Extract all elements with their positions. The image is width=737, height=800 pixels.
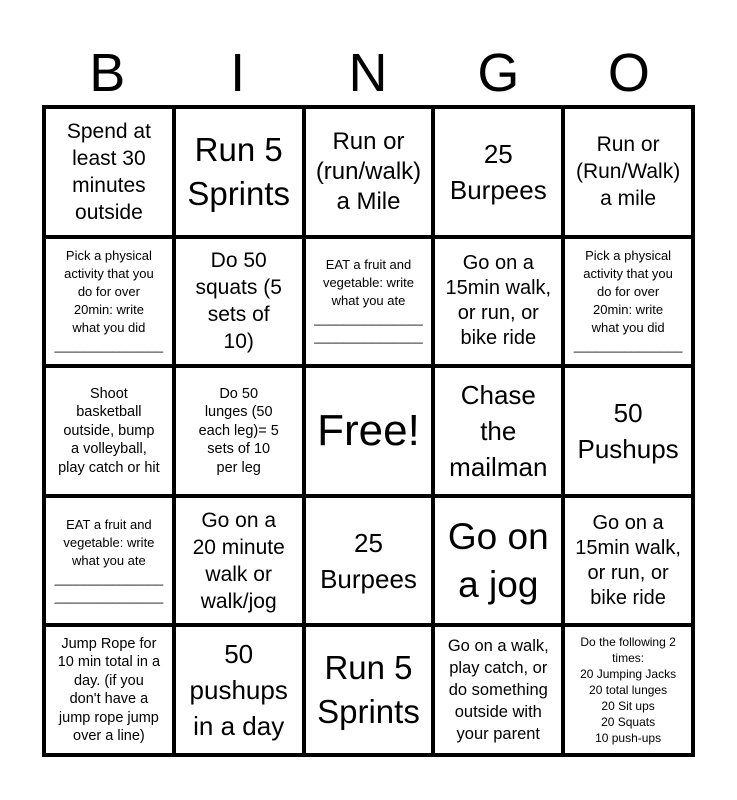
bingo-cell[interactable] bbox=[44, 366, 174, 496]
cell-text: EAT a fruit and vegetable: write what you ate _______________ _______________ bbox=[54, 516, 164, 604]
header-letter-i: I bbox=[230, 43, 246, 103]
bingo-cell[interactable] bbox=[304, 107, 434, 237]
cell-text: Pick a physical activity that you do for over 20min: write what you did _______________ bbox=[573, 248, 683, 354]
cell-text: Go on a 20 minute walk or walk/jog bbox=[192, 508, 285, 613]
cell-text: 50 pushups in a day bbox=[189, 639, 288, 742]
cell-text: Run or (run/walk) a Mile bbox=[315, 127, 422, 215]
cell-text: Run 5 Sprints bbox=[317, 649, 420, 731]
header-letter-g: G bbox=[477, 43, 520, 103]
cell-text: Chase the mailman bbox=[449, 379, 548, 482]
cell-text: Shoot basketball outside, bump a volleyball, play catch or hit bbox=[58, 385, 160, 476]
bingo-cell[interactable] bbox=[304, 625, 434, 755]
cell-text: Run or (Run/Walk) a mile bbox=[575, 133, 681, 211]
header-letter-b: B bbox=[89, 43, 126, 103]
cell-text: Do the following 2 times: 20 Jumping Jacks 20 total lunges 20 Sit ups 20 Squats 10 push-ups bbox=[580, 635, 677, 746]
cell-text: Free! bbox=[317, 405, 420, 455]
bingo-cell[interactable] bbox=[563, 366, 693, 496]
bingo-cell[interactable] bbox=[433, 496, 563, 626]
header-letter-o: O bbox=[607, 43, 650, 103]
bingo-cell[interactable] bbox=[44, 496, 174, 626]
bingo-cell[interactable] bbox=[433, 107, 563, 237]
cell-text: EAT a fruit and vegetable: write what you ate _______________ _______________ bbox=[314, 257, 423, 345]
bingo-cell[interactable] bbox=[433, 366, 563, 496]
cell-text: Run 5 Sprints bbox=[187, 130, 291, 212]
bingo-cell[interactable] bbox=[304, 496, 434, 626]
bingo-cell[interactable] bbox=[304, 237, 434, 367]
bingo-cell[interactable] bbox=[563, 237, 693, 367]
bingo-grid bbox=[42, 105, 695, 757]
cell-text: 25 Burpees bbox=[449, 138, 547, 205]
bingo-header bbox=[42, 42, 694, 104]
bingo-cell[interactable] bbox=[174, 496, 304, 626]
bingo-cell[interactable] bbox=[174, 107, 304, 237]
bingo-cell[interactable] bbox=[174, 237, 304, 367]
bingo-cell[interactable] bbox=[174, 625, 304, 755]
bingo-cell[interactable] bbox=[433, 625, 563, 755]
bingo-cell[interactable] bbox=[433, 237, 563, 367]
cell-text: 25 Burpees bbox=[320, 527, 417, 594]
header-letter-n: N bbox=[348, 43, 388, 103]
cell-text: 50 Pushups bbox=[577, 397, 679, 464]
bingo-cell[interactable] bbox=[563, 496, 693, 626]
bingo-cell[interactable] bbox=[44, 625, 174, 755]
cell-text: Jump Rope for 10 min total in a day. (if you don't have a jump rope jump over a line) bbox=[57, 635, 161, 745]
cell-text: Go on a walk, play catch, or do something outside with your parent bbox=[447, 637, 549, 744]
cell-text: Pick a physical activity that you do for over 20min: write what you did _______________ bbox=[54, 248, 164, 354]
cell-text: Do 50 squats (5 sets of 10) bbox=[195, 249, 282, 354]
bingo-cell[interactable] bbox=[563, 625, 693, 755]
cell-text: Go on a 15min walk, or run, or bike ride bbox=[445, 252, 552, 350]
bingo-cell[interactable] bbox=[44, 237, 174, 367]
cell-text: Do 50 lunges (50 each leg)= 5 sets of 10 per leg bbox=[198, 385, 279, 476]
cell-text: Go on a 15min walk, or run, or bike ride bbox=[575, 511, 681, 609]
bingo-cell[interactable] bbox=[563, 107, 693, 237]
cell-text: Go on a jog bbox=[447, 515, 549, 605]
bingo-cell[interactable] bbox=[44, 107, 174, 237]
free-space[interactable] bbox=[304, 366, 434, 496]
cell-text: Spend at least 30 minutes outside bbox=[66, 119, 151, 224]
bingo-cell[interactable] bbox=[174, 366, 304, 496]
